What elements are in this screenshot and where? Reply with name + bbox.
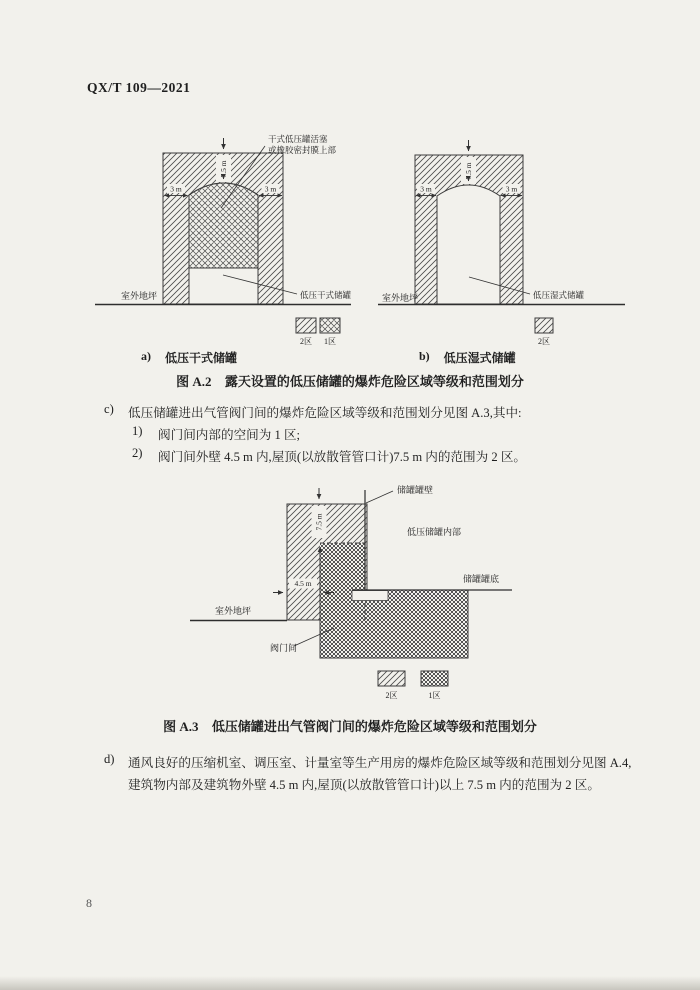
ground-label: 室外地坪 (215, 606, 252, 616)
dim-height-b: 7.5 m (464, 162, 473, 180)
subcaption-b-marker: b) (419, 349, 430, 363)
diagram-a-dry-tank (95, 134, 352, 305)
item-1-marker: 1) (132, 424, 143, 438)
paragraph-d (104, 752, 631, 771)
paragraph-d-marker: d) (104, 752, 115, 766)
legend-swatch-zone2-a (296, 318, 316, 333)
figure-a3-caption (0, 716, 700, 735)
paragraph-d-continued (128, 774, 600, 793)
tank-wall-label: 储罐罐壁 (397, 485, 434, 495)
piston-annotation-line1: 干式低压罐活塞 (268, 134, 328, 144)
item-1-text: 阀门间内部的空间为 1 区; (158, 428, 301, 442)
ground-label-a: 室外地坪 (121, 291, 158, 301)
legend-label-zone1: 1区 (428, 691, 441, 700)
subcaption-b-label: 低压湿式储罐 (443, 351, 516, 365)
legend-swatch-zone1 (421, 671, 448, 686)
paragraph-d-line2: 建筑物内部及建筑物外壁 4.5 m 内,屋顶(以放散管管口计)以上 7.5 m 内的范围为 2 区。 (128, 778, 600, 792)
leader-line (366, 491, 393, 503)
dry-tank-label: 低压干式储罐 (300, 290, 352, 300)
tank-interior-label: 低压储罐内部 (407, 527, 462, 537)
figure-a3-caption-number: 图 A.3 (163, 719, 199, 734)
item-2-marker: 2) (132, 446, 143, 460)
legend-label-zone2-b: 2区 (538, 337, 550, 346)
pipe-opening (352, 591, 388, 601)
figure-a2-caption-number: 图 A.2 (176, 374, 212, 389)
dim-left-b: 3 m (420, 184, 432, 194)
subcaption-a (141, 349, 237, 366)
wet-tank-label: 低压湿式储罐 (533, 290, 585, 300)
legend-label-zone1-a: 1区 (324, 337, 336, 346)
item-2-text: 阀门间外壁 4.5 m 内,屋顶(以放散管管口计)7.5 m 内的范围为 2 区。 (158, 450, 527, 464)
paragraph-c (104, 402, 522, 421)
paragraph-c-text: 低压储罐进出气管阀门间的爆炸危险区域等级和范围划分见图 A.3,其中: (128, 406, 522, 420)
paragraph-c-item-2 (132, 446, 526, 465)
zone1-region (320, 543, 468, 658)
page-number: 8 (86, 896, 92, 910)
figure-a2-caption (0, 371, 700, 390)
figure-a2-caption-text: 露天设置的低压储罐的爆炸危险区域等级和范围划分 (224, 374, 524, 389)
figure-a3-drawing (175, 475, 645, 710)
piston-annotation-line2: 或橡胶密封膜上部 (268, 145, 337, 155)
zone1-region-a (189, 183, 258, 268)
figure-a2-drawing (85, 125, 635, 353)
figure-a2-legend (296, 318, 553, 346)
dim-right-b: 3 m (505, 184, 518, 194)
subcaption-a-marker: a) (141, 349, 151, 363)
legend-swatch-zone2-b (535, 318, 553, 333)
dim-width: 4.5 m (294, 579, 312, 588)
figure-a3-legend (378, 671, 448, 700)
legend-label-zone2-a: 2区 (300, 337, 312, 346)
dim-height-a: 7.5 m (219, 160, 228, 178)
paragraph-c-item-1 (132, 424, 300, 443)
subcaption-a-label: 低压干式储罐 (165, 351, 238, 365)
figure-a3-caption-text: 低压储罐进出气管阀门间的爆炸危险区域等级和范围划分 (211, 719, 537, 734)
tank-bottom-label: 储罐罐底 (463, 574, 500, 584)
legend-swatch-zone2 (378, 671, 405, 686)
legend-swatch-zone1-a (320, 318, 340, 333)
paragraph-c-marker: c) (104, 402, 114, 416)
diagram-b-wet-tank (378, 140, 625, 305)
page-bottom-shadow (0, 976, 700, 990)
standard-number-header: QX/T 109—2021 (87, 80, 191, 95)
dim-height: 7.5 m (314, 513, 324, 531)
tank-body-outline-b (437, 185, 500, 304)
dim-right-a: 3 m (264, 184, 277, 194)
subcaption-b (419, 349, 516, 366)
ground-label-b: 室外地坪 (382, 293, 419, 303)
paragraph-d-line1: 通风良好的压缩机室、调压室、计量室等生产用房的爆炸危险区域等级和范围划分见图 A.4, (128, 756, 632, 770)
dim-left-a: 3 m (170, 184, 182, 194)
valve-room-label: 阀门间 (270, 643, 298, 653)
legend-label-zone2: 2区 (385, 691, 398, 700)
